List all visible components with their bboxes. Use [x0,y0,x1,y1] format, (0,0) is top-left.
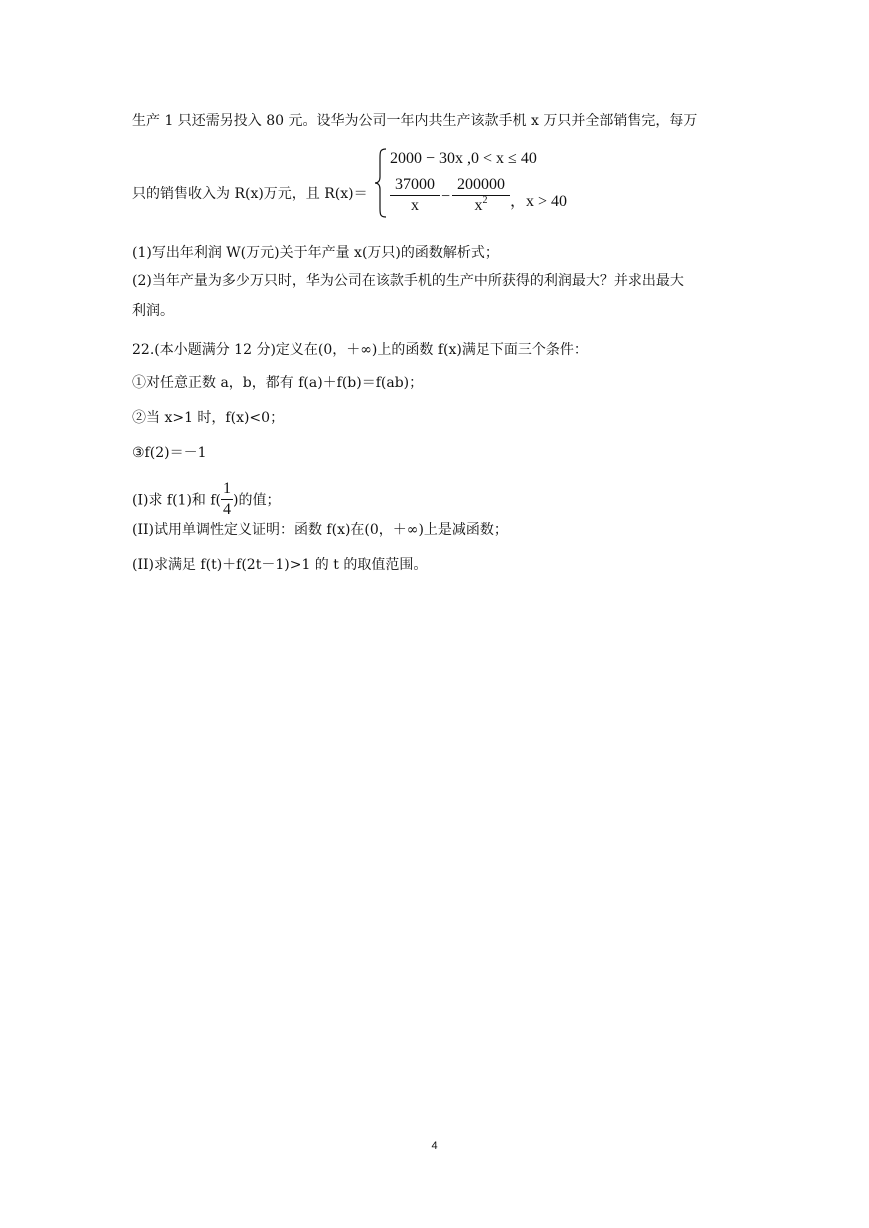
text-line-intro: 生产 1 只还需另投入 80 元。设华为公司一年内共生产该款手机 x 万只并全部销售完，每万 [132,113,698,129]
problem-22-heading: 22.(本小题满分 12 分)定义在(0，＋∞)上的函数 f(x)满足下面三个条件： [132,342,588,358]
part-1-suffix: )的值； [233,492,281,509]
condition-1: ①对任意正数 a，b，都有 f(a)＋f(b)＝f(ab)； [132,375,424,391]
question-1: (1)写出年利润 W(万元)关于年产量 x(万只)的函数解析式； [132,245,499,261]
fraction-37000-over-x [390,176,440,215]
part-3: (II)求满足 f(t)＋f(2t－1)>1 的 t 的取值范围。 [132,557,428,573]
fraction-numerator: 1 [223,480,232,497]
part-1-prefix: (I)求 f(1)和 f( [132,492,222,509]
variable-x: x [474,197,483,214]
fraction-denominator: 4 [223,501,232,518]
part-1 [132,481,280,520]
question-2-part-b: 利润。 [132,303,174,319]
piecewise-case-1: 2000 − 30x ,0 < x ≤ 40 [390,150,537,167]
fraction-numerator: 200000 [457,176,505,193]
fraction-numerator: 37000 [395,176,435,193]
piecewise-case-2-condition: ，x > 40 [510,193,568,210]
exponent: 2 [482,195,488,206]
text-line-revenue: 只的销售收入为 R(x)万元，且 R(x)＝ [132,186,368,202]
fraction-denominator [452,197,510,217]
fraction-denominator: x [411,197,419,214]
condition-3: ③f(2)＝－1 [132,445,207,461]
fraction-one-quarter [221,480,233,519]
page-number: 4 [431,1140,438,1152]
part-2: (II)试用单调性定义证明：函数 f(x)在(0，＋∞)上是减函数； [132,522,508,538]
left-brace [374,148,388,218]
question-2-part-a: (2)当年产量为多少万只时，华为公司在该款手机的生产中所获得的利润最大？并求出最大 [132,273,684,289]
minus-sign: − [441,188,451,205]
fraction-200000-over-x-squared [452,176,510,217]
condition-2: ②当 x>1 时，f(x)<0； [132,410,285,426]
